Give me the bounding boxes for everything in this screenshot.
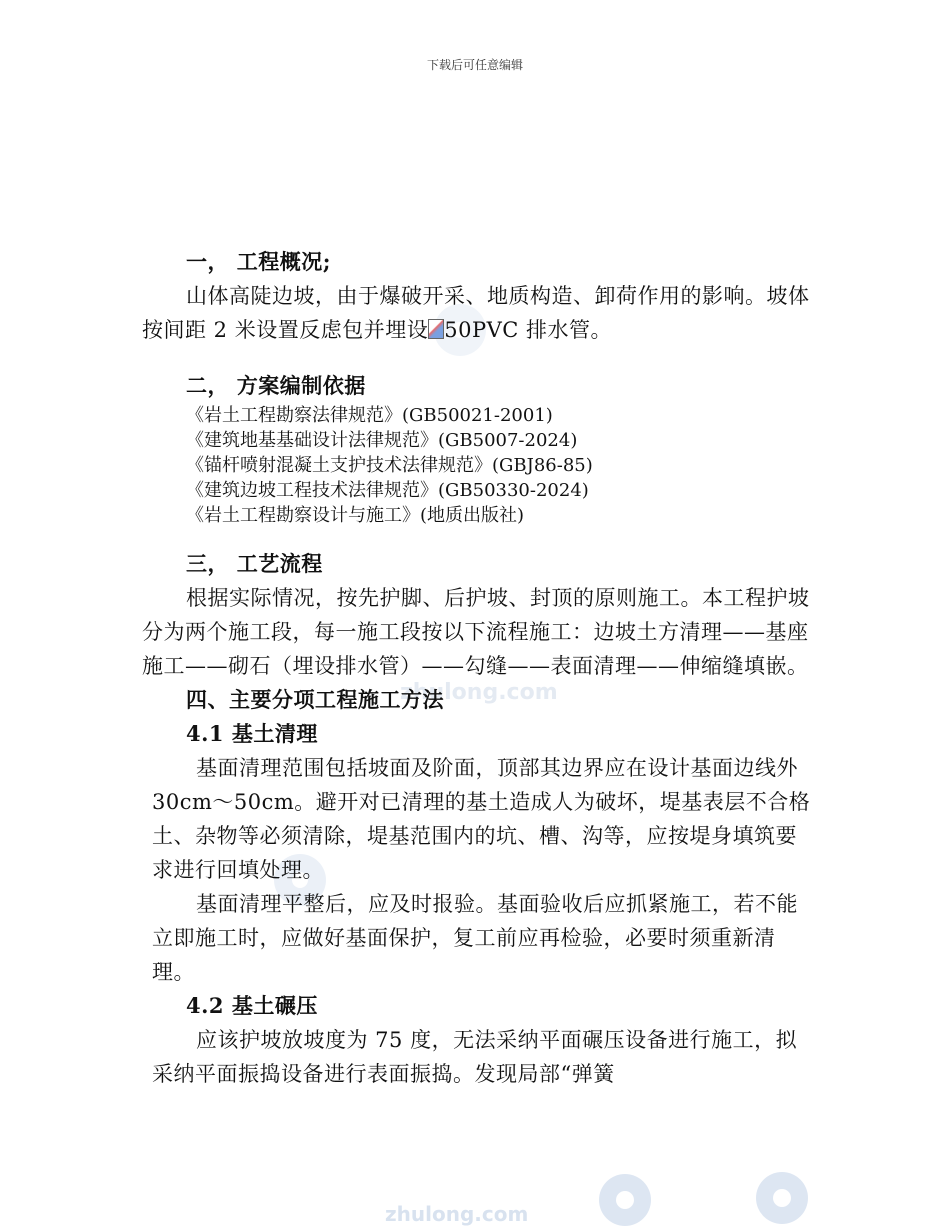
watermark-snowflake-icon (752, 1168, 812, 1228)
overview-text-part1: 山体高陡边坡，由于爆破开采、地质构造、卸荷作用的影响。坡体按间距 2 米设置反虑包并埋设 (142, 284, 810, 342)
reference-item: 《建筑地基基础设计法律规范》(GB5007-2024) (186, 430, 578, 451)
reference-item: 《锚杆喷射混凝土支护技术法律规范》(GBJ86-85) (186, 455, 593, 476)
reference-item: 《建筑边坡工程技术法律规范》(GB50330-2024) (186, 480, 589, 501)
overview-paragraph (142, 279, 814, 347)
subsection-4-1-paragraph-2: 基面清理平整后，应及时报验。基面验收后应抓紧施工，若不能立即施工时，应做好基面保护，复工前应再检验，必要时须重新清理。 (152, 892, 798, 984)
section-heading-process: 三， 工艺流程 (186, 551, 323, 576)
process-paragraph: 根据实际情况，按先护脚、后护坡、封顶的原则施工。本工程护坡分为两个施工段，每一施工段按以下流程施工：边坡土方清理——基座施工——砌石（埋设排水管）——勾缝——表面清理——伸缩缝填嵌。 (142, 586, 810, 678)
watermark-text: zhulong.com (385, 1202, 529, 1226)
page-header: 下载后可任意编辑 (426, 58, 523, 72)
subsection-heading-4-2: 4.2 基土碾压 (186, 993, 318, 1018)
subsection-heading-4-1: 4.1 基土清理 (186, 721, 318, 746)
section-heading-overview: 一， 工程概况; (186, 249, 332, 274)
document-body (142, 245, 814, 1091)
subsection-4-2-paragraph-1: 应该护坡放坡度为 75 度，无法采纳平面碾压设备进行施工，拟采纳平面振捣设备进行表面振捣。发现局部“弹簧 (152, 1028, 798, 1086)
broken-image-icon (428, 319, 444, 339)
section-heading-methods: 四、主要分项工程施工方法 (186, 687, 444, 712)
section-heading-basis: 二， 方案编制依据 (186, 373, 366, 398)
overview-text-part2: 50PVC 排水管。 (444, 318, 612, 342)
subsection-4-1-paragraph-1: 基面清理范围包括坡面及阶面，顶部其边界应在设计基面边线外 30cm～50cm。避开对已清理的基土造成人为破坏，堤基表层不合格土、杂物等必须清除，堤基范围内的坑、槽、沟等，应按堤身填筑要求进行回填处理。 (152, 756, 811, 882)
watermark-text: zhulong.com (400, 680, 558, 705)
reference-item: 《岩土工程勘察设计与施工》(地质出版社) (186, 505, 525, 526)
watermark-snowflake-icon (595, 1170, 655, 1230)
reference-item: 《岩土工程勘察法律规范》(GB50021-2001) (186, 405, 553, 426)
